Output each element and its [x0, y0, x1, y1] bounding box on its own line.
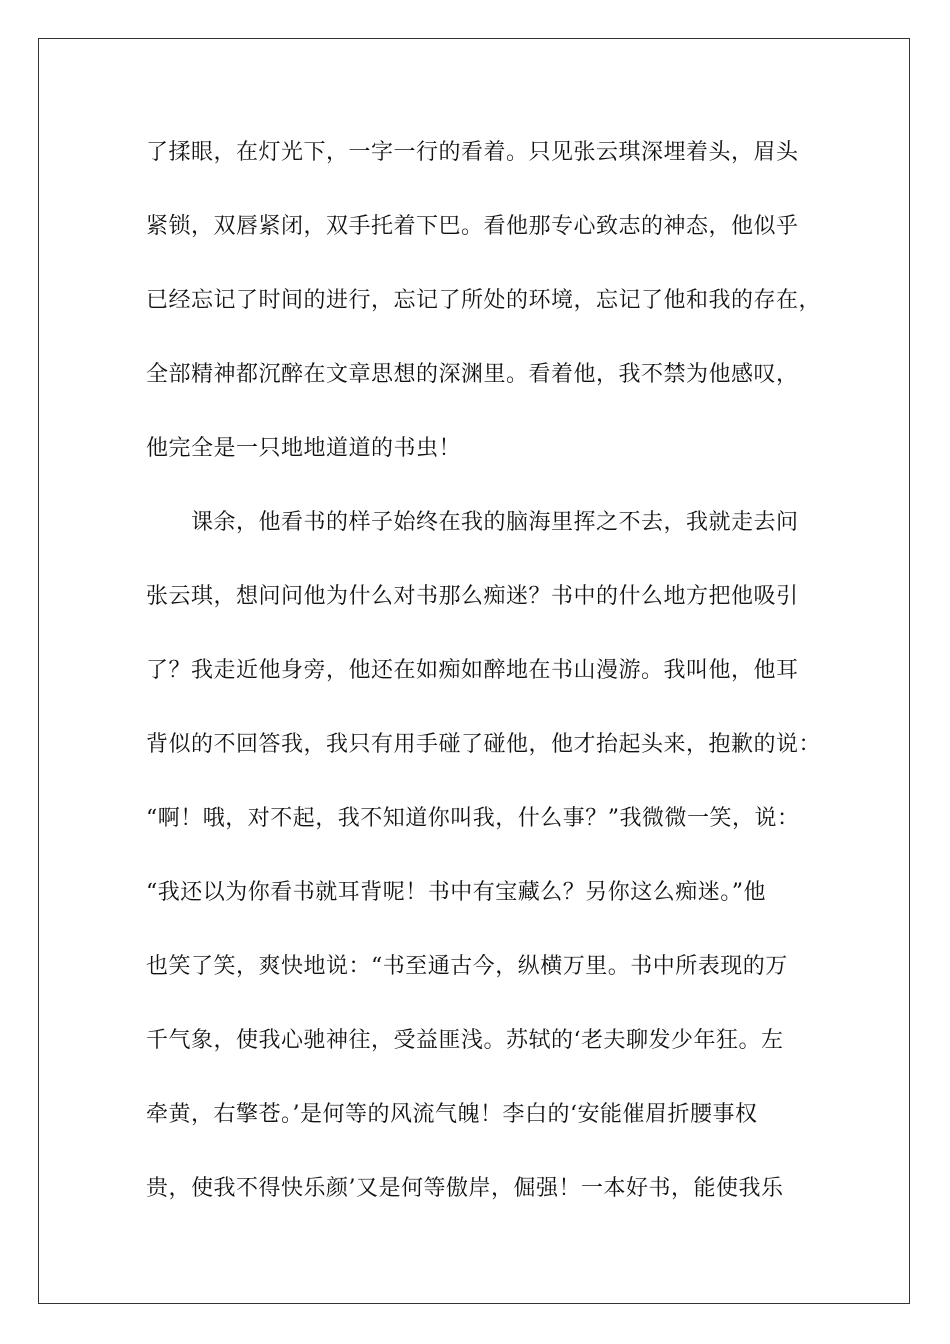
text-line: 贵，使我不得快乐颜’又是何等傲岸，倔强！一本好书，能使我乐 — [146, 1176, 784, 1201]
text-line: 背似的不回答我，我只有用手碰了碰他，他才抬起头来，抱歉的说： — [146, 732, 822, 757]
text-line: 全部精神都沉醉在文章思想的深渊里。看着他，我不禁为他感叹， — [146, 362, 799, 387]
text-line: 已经忘记了时间的进行，忘记了所处的环境，忘记了他和我的存在， — [146, 288, 822, 313]
text-line: 了揉眼，在灯光下，一字一行的看着。只见张云琪深埋着头，眉头 — [146, 140, 799, 165]
text-line: 张云琪，想问问他为什么对书那么痴迷？书中的什么地方把他吸引 — [146, 584, 799, 609]
text-line: 也笑了笑，爽快地说：“书至通古今，纵横万里。书中所表现的万 — [146, 954, 788, 979]
text-line: 牵黄，右擎苍。’是何等的风流气魄！李白的‘安能催眉折腰事权 — [146, 1102, 758, 1127]
text-line: 他完全是一只地地道道的书虫！ — [146, 436, 462, 461]
text-line: 紧锁，双唇紧闭，双手托着下巴。看他那专心致志的神态，他似乎 — [146, 214, 799, 239]
text-line: 千气象，使我心驰神往，受益匪浅。苏轼的‘老夫聊发少年狂。左 — [146, 1028, 784, 1053]
text-line: “我还以为你看书就耳背呢！书中有宝藏么？另你这么痴迷。”他 — [146, 880, 766, 905]
text-line: “啊！哦，对不起，我不知道你叫我，什么事？”我微微一笑，说： — [146, 806, 800, 831]
text-line: 了？我走近他身旁，他还在如痴如醉地在书山漫游。我叫他，他耳 — [146, 658, 799, 683]
paragraph-start-line: 课余，他看书的样子始终在我的脑海里挥之不去，我就走去问 — [146, 510, 799, 535]
